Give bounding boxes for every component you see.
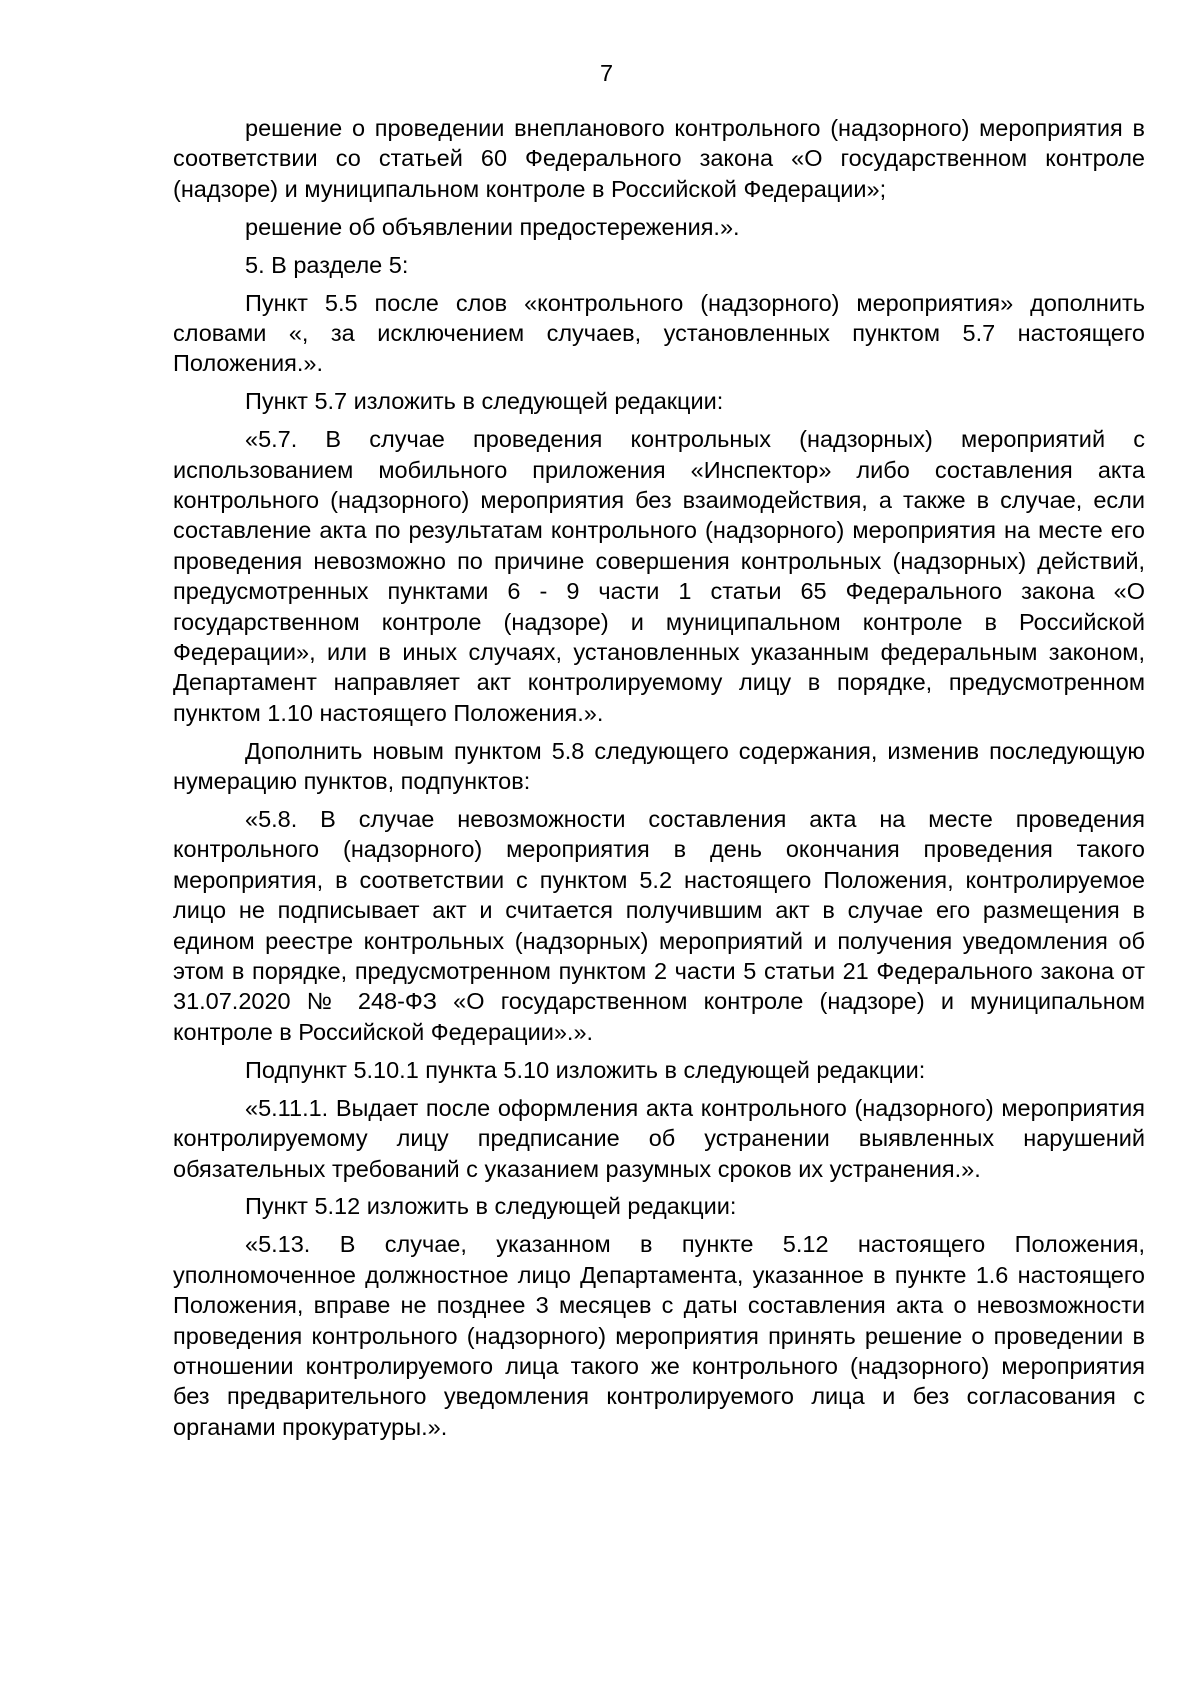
paragraph-unscheduled-decision: решение о проведении внепланового контрольного (надзорного) мероприятия в соответствии со статьей 60 Федерального закона «О государственном контроле (надзоре) и муниципальном контроле в Российской Федерации»; xyxy=(173,115,1145,202)
paragraph-item-5-12-intro: Пункт 5.12 изложить в следующей редакции: xyxy=(245,1193,737,1220)
paragraph-section-5-heading: 5. В разделе 5: xyxy=(245,251,409,278)
paragraph-subitem-5-11-1-text: «5.11.1. Выдает после оформления акта контрольного (надзорного) мероприятия контролируемому лицу предписание об устранении выявленных нарушений обязательных требований с указанием разумных сроков их устранения.». xyxy=(173,1094,1145,1182)
document-body xyxy=(173,113,1145,1450)
paragraph-item-5-8-text: «5.8. В случае невозможности составления акта на месте проведения контрольного (надзорного) мероприятия в день окончания проведения такого мероприятия, в соответствии с пунктом 5.2 настоящего Положения, контролируемое лицо не подписывает акт и считается получившим акт в случае его размещения в едином реестре контрольных (надзорных) мероприятий и получения уведомления об этом в порядке, предусмотренном пунктом 2 части 5 статьи 21 Федерального закона от 31.07.2020 № 248-ФЗ «О государственном контроле (надзоре) и муниципальном контроле в Российской Федерации».». xyxy=(173,806,1145,1045)
paragraph-item-5-7-text: «5.7. В случае проведения контрольных (надзорных) мероприятий с использованием мобильного приложения «Инспектор» либо составления акта контрольного (надзорного) мероприятия без взаимодействия, а также в случае, если составление акта по результатам контрольного (надзорного) мероприятия на месте его проведения невозможно по причине совершения контрольных (надзорных) действий, предусмотренных пунктами 6 - 9 части 1 статьи 65 Федерального закона «О государственном контроле (надзоре) и муниципальном контроле в Российской Федерации», или в иных случаях, установленных указанным федеральным законом, Департамент направляет акт контролируемому лицу в порядке, предусмотренном пунктом 1.10 настоящего Положения.». xyxy=(173,426,1145,726)
paragraph-subitem-5-10-1-intro: Подпункт 5.10.1 пункта 5.10 изложить в следующей редакции: xyxy=(245,1056,926,1083)
paragraph-item-5-8-intro: Дополнить новым пунктом 5.8 следующего содержания, изменив последующую нумерацию пунктов, подпунктов: xyxy=(173,737,1145,795)
paragraph-item-5-7-intro: Пункт 5.7 изложить в следующей редакции: xyxy=(245,388,724,415)
page-number: 7 xyxy=(599,60,614,86)
paragraph-warning-decision: решение об объявлении предостережения.». xyxy=(245,213,740,240)
paragraph-item-5-5: Пункт 5.5 после слов «контрольного (надзорного) мероприятия» дополнить словами «, за исключением случаев, установленных пунктом 5.7 настоящего Положения.». xyxy=(173,289,1145,377)
paragraph-item-5-13-text: «5.13. В случае, указанном в пункте 5.12 настоящего Положения, уполномоченное должностное лицо Департамента, указанное в пункте 1.6 настоящего Положения, вправе не позднее 3 месяцев с даты составления акта о невозможности проведения контрольного (надзорного) мероприятия принять решение о проведении в отношении контролируемого лица такого же контрольного (надзорного) мероприятия без предварительного уведомления контролируемого лица и без согласования с органами прокуратуры.». xyxy=(173,1231,1145,1440)
